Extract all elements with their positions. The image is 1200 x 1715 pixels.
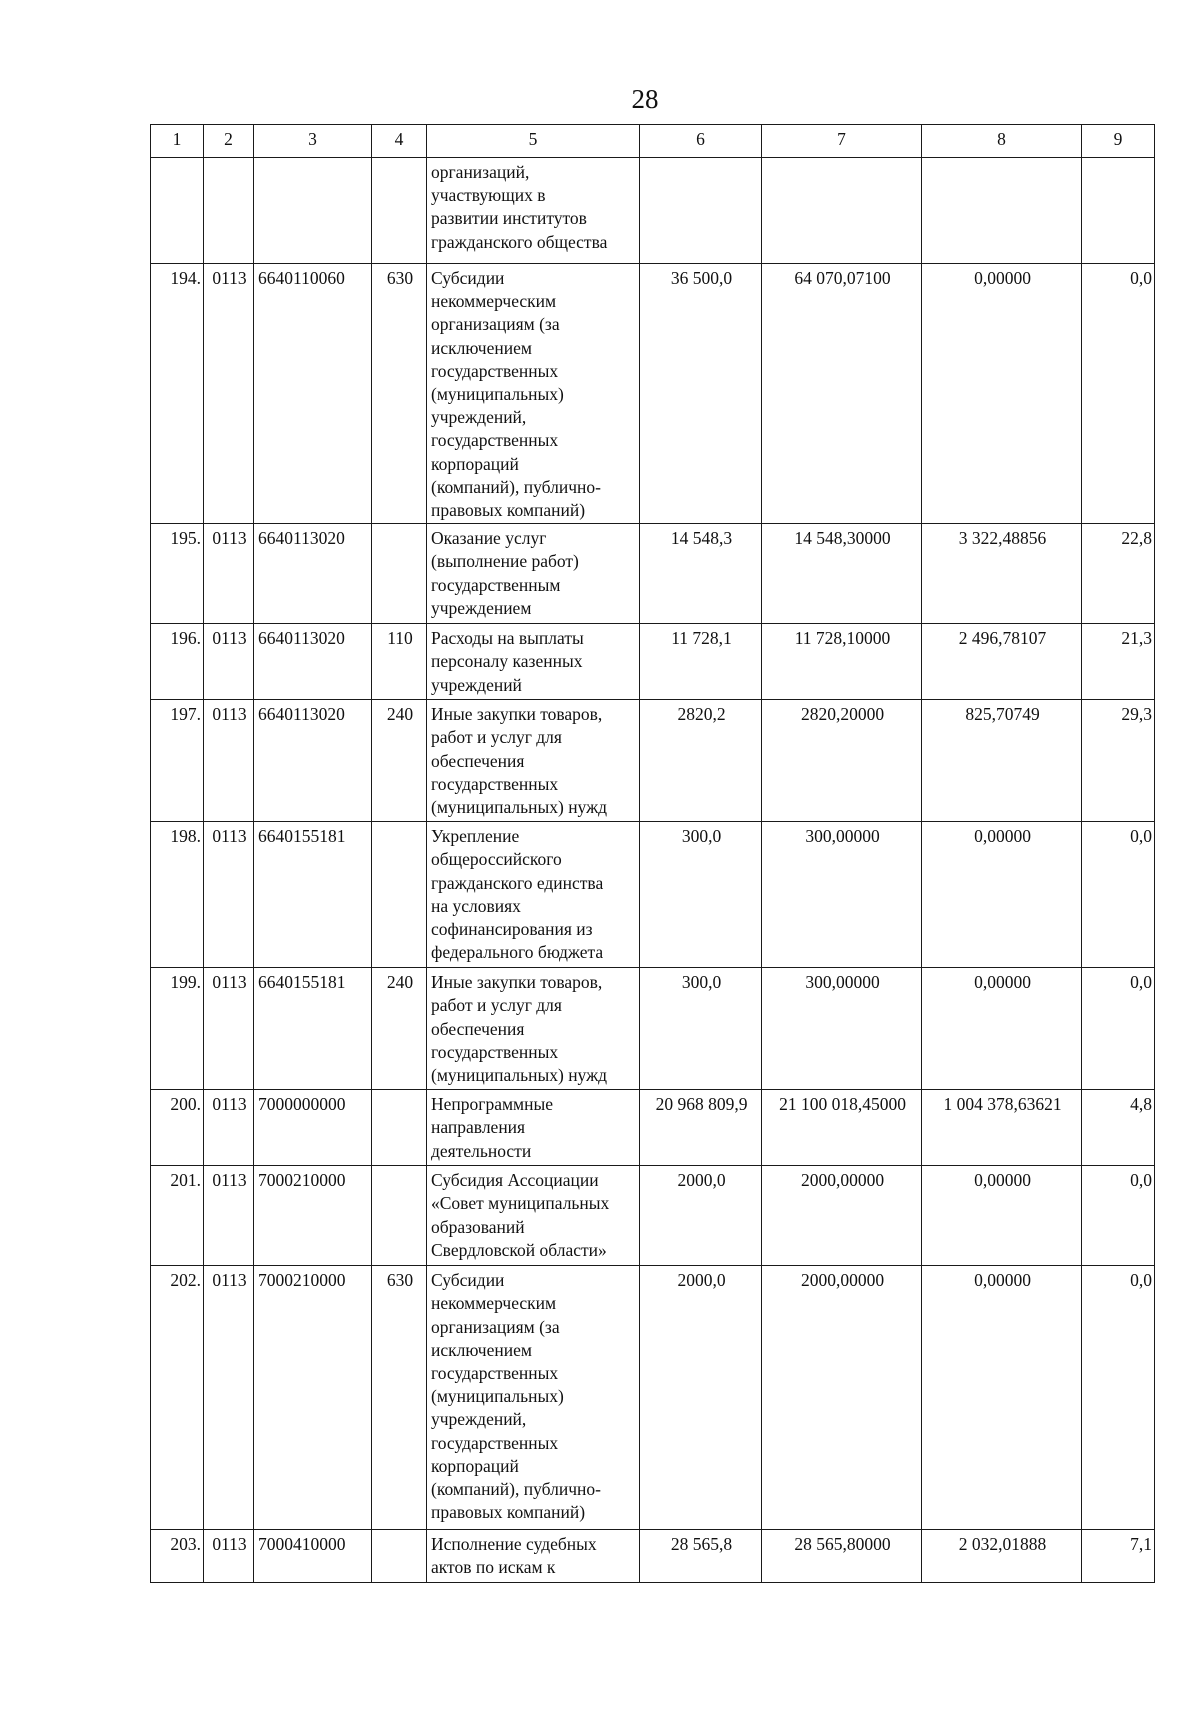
percent-cell: 7,1 bbox=[1082, 1530, 1155, 1583]
description-cell: Исполнение судебных актов по искам к bbox=[427, 1530, 640, 1583]
executed-amount-cell: 2 496,78107 bbox=[922, 624, 1082, 700]
budget-table bbox=[150, 124, 1155, 1583]
section-code-cell: 0113 bbox=[204, 968, 254, 1090]
target-article-cell: 6640113020 bbox=[254, 524, 372, 624]
expense-type-cell: 240 bbox=[372, 968, 427, 1090]
refined-amount-cell: 2820,20000 bbox=[762, 700, 922, 822]
table-row bbox=[151, 1530, 1155, 1583]
refined-amount-cell: 300,00000 bbox=[762, 968, 922, 1090]
description-cell: Иные закупки товаров, работ и услуг для обеспечения государственных (муниципальных) нужд bbox=[427, 968, 640, 1090]
executed-amount-cell bbox=[922, 158, 1082, 264]
target-article-cell: 7000000000 bbox=[254, 1090, 372, 1166]
plan-amount-cell: 36 500,0 bbox=[640, 264, 762, 524]
column-header-2: 2 bbox=[204, 125, 254, 158]
description-cell: Расходы на выплаты персоналу казенных учреждений bbox=[427, 624, 640, 700]
refined-amount-cell: 28 565,80000 bbox=[762, 1530, 922, 1583]
refined-amount-cell: 11 728,10000 bbox=[762, 624, 922, 700]
section-code-cell: 0113 bbox=[204, 524, 254, 624]
target-article-cell: 6640155181 bbox=[254, 822, 372, 968]
expense-type-cell bbox=[372, 1530, 427, 1583]
row-number-cell: 200. bbox=[151, 1090, 204, 1166]
table-row bbox=[151, 700, 1155, 822]
plan-amount-cell bbox=[640, 158, 762, 264]
percent-cell: 0,0 bbox=[1082, 968, 1155, 1090]
plan-amount-cell: 20 968 809,9 bbox=[640, 1090, 762, 1166]
section-code-cell: 0113 bbox=[204, 1530, 254, 1583]
expense-type-cell bbox=[372, 524, 427, 624]
row-number-cell: 194. bbox=[151, 264, 204, 524]
executed-amount-cell: 0,00000 bbox=[922, 822, 1082, 968]
percent-cell: 21,3 bbox=[1082, 624, 1155, 700]
plan-amount-cell: 11 728,1 bbox=[640, 624, 762, 700]
executed-amount-cell: 2 032,01888 bbox=[922, 1530, 1082, 1583]
target-article-cell: 7000410000 bbox=[254, 1530, 372, 1583]
description-cell: Иные закупки товаров, работ и услуг для обеспечения государственных (муниципальных) нужд bbox=[427, 700, 640, 822]
plan-amount-cell: 300,0 bbox=[640, 968, 762, 1090]
header-row bbox=[151, 125, 1155, 158]
target-article-cell: 6640110060 bbox=[254, 264, 372, 524]
refined-amount-cell: 2000,00000 bbox=[762, 1166, 922, 1266]
row-number-cell: 198. bbox=[151, 822, 204, 968]
description-cell: Укрепление общероссийского гражданского единства на условиях софинансирования из федерального бюджета bbox=[427, 822, 640, 968]
row-number-cell: 201. bbox=[151, 1166, 204, 1266]
percent-cell: 0,0 bbox=[1082, 822, 1155, 968]
target-article-cell: 6640155181 bbox=[254, 968, 372, 1090]
refined-amount-cell: 21 100 018,45000 bbox=[762, 1090, 922, 1166]
percent-cell bbox=[1082, 158, 1155, 264]
percent-cell: 22,8 bbox=[1082, 524, 1155, 624]
refined-amount-cell bbox=[762, 158, 922, 264]
table-row bbox=[151, 1090, 1155, 1166]
table-row bbox=[151, 1266, 1155, 1530]
executed-amount-cell: 0,00000 bbox=[922, 1166, 1082, 1266]
expense-type-cell: 240 bbox=[372, 700, 427, 822]
plan-amount-cell: 2000,0 bbox=[640, 1166, 762, 1266]
target-article-cell: 6640113020 bbox=[254, 700, 372, 822]
section-code-cell: 0113 bbox=[204, 1090, 254, 1166]
executed-amount-cell: 0,00000 bbox=[922, 1266, 1082, 1530]
column-header-1: 1 bbox=[151, 125, 204, 158]
target-article-cell: 7000210000 bbox=[254, 1266, 372, 1530]
row-number-cell: 202. bbox=[151, 1266, 204, 1530]
column-header-5: 5 bbox=[427, 125, 640, 158]
expense-type-cell bbox=[372, 822, 427, 968]
description-cell: Оказание услуг (выполнение работ) государственным учреждением bbox=[427, 524, 640, 624]
section-code-cell: 0113 bbox=[204, 1166, 254, 1266]
expense-type-cell: 630 bbox=[372, 1266, 427, 1530]
executed-amount-cell: 0,00000 bbox=[922, 968, 1082, 1090]
column-header-3: 3 bbox=[254, 125, 372, 158]
row-number-cell: 199. bbox=[151, 968, 204, 1090]
row-number-cell bbox=[151, 158, 204, 264]
plan-amount-cell: 2000,0 bbox=[640, 1266, 762, 1530]
table-row bbox=[151, 1166, 1155, 1266]
refined-amount-cell: 2000,00000 bbox=[762, 1266, 922, 1530]
section-code-cell: 0113 bbox=[204, 822, 254, 968]
column-header-6: 6 bbox=[640, 125, 762, 158]
section-code-cell: 0113 bbox=[204, 624, 254, 700]
expense-type-cell bbox=[372, 158, 427, 264]
refined-amount-cell: 14 548,30000 bbox=[762, 524, 922, 624]
executed-amount-cell: 825,70749 bbox=[922, 700, 1082, 822]
column-header-7: 7 bbox=[762, 125, 922, 158]
section-code-cell: 0113 bbox=[204, 1266, 254, 1530]
table-row bbox=[151, 968, 1155, 1090]
executed-amount-cell: 0,00000 bbox=[922, 264, 1082, 524]
expense-type-cell bbox=[372, 1166, 427, 1266]
target-article-cell bbox=[254, 158, 372, 264]
section-code-cell: 0113 bbox=[204, 700, 254, 822]
table-row bbox=[151, 524, 1155, 624]
percent-cell: 29,3 bbox=[1082, 700, 1155, 822]
column-header-9: 9 bbox=[1082, 125, 1155, 158]
target-article-cell: 6640113020 bbox=[254, 624, 372, 700]
percent-cell: 0,0 bbox=[1082, 1166, 1155, 1266]
page-number: 28 bbox=[631, 84, 659, 114]
table-row bbox=[151, 624, 1155, 700]
executed-amount-cell: 3 322,48856 bbox=[922, 524, 1082, 624]
table-row bbox=[151, 158, 1155, 264]
section-code-cell: 0113 bbox=[204, 264, 254, 524]
expense-type-cell: 110 bbox=[372, 624, 427, 700]
column-header-8: 8 bbox=[922, 125, 1082, 158]
expense-type-cell bbox=[372, 1090, 427, 1166]
plan-amount-cell: 14 548,3 bbox=[640, 524, 762, 624]
description-cell: организаций, участвующих в развитии институтов гражданского общества bbox=[427, 158, 640, 264]
expense-type-cell: 630 bbox=[372, 264, 427, 524]
refined-amount-cell: 64 070,07100 bbox=[762, 264, 922, 524]
row-number-cell: 195. bbox=[151, 524, 204, 624]
table-row bbox=[151, 822, 1155, 968]
plan-amount-cell: 300,0 bbox=[640, 822, 762, 968]
description-cell: Субсидии некоммерческим организациям (за исключением государственных (муниципальных) учреждений, государственных корпораций (компаний), публично- правовых компаний) bbox=[427, 264, 640, 524]
description-cell: Субсидия Ассоциации «Совет муниципальных образований Свердловской области» bbox=[427, 1166, 640, 1266]
description-cell: Субсидии некоммерческим организациям (за исключением государственных (муниципальных) учреждений, государственных корпораций (компаний), публично- правовых компаний) bbox=[427, 1266, 640, 1530]
target-article-cell: 7000210000 bbox=[254, 1166, 372, 1266]
row-number-cell: 203. bbox=[151, 1530, 204, 1583]
section-code-cell bbox=[204, 158, 254, 264]
percent-cell: 0,0 bbox=[1082, 264, 1155, 524]
row-number-cell: 197. bbox=[151, 700, 204, 822]
percent-cell: 0,0 bbox=[1082, 1266, 1155, 1530]
plan-amount-cell: 28 565,8 bbox=[640, 1530, 762, 1583]
description-cell: Непрограммные направления деятельности bbox=[427, 1090, 640, 1166]
percent-cell: 4,8 bbox=[1082, 1090, 1155, 1166]
column-header-4: 4 bbox=[372, 125, 427, 158]
row-number-cell: 196. bbox=[151, 624, 204, 700]
plan-amount-cell: 2820,2 bbox=[640, 700, 762, 822]
refined-amount-cell: 300,00000 bbox=[762, 822, 922, 968]
table-row bbox=[151, 264, 1155, 524]
executed-amount-cell: 1 004 378,63621 bbox=[922, 1090, 1082, 1166]
